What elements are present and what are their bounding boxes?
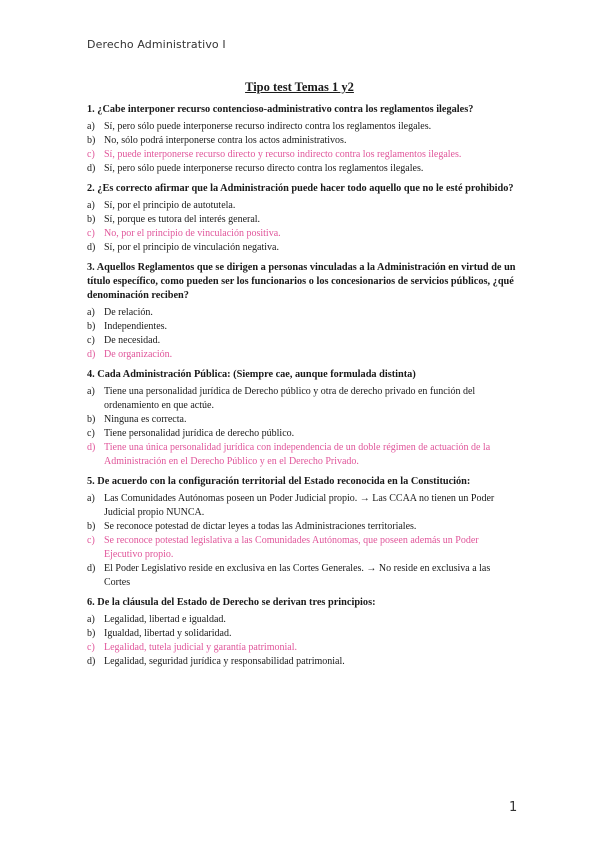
question-text: 2. ¿Es correcto afirmar que la Administración puede hacer todo aquello que no le esté prohibido? (87, 183, 514, 194)
answer-option (87, 385, 517, 413)
option-letter: b) (87, 135, 96, 146)
option-letter: b) (87, 628, 96, 639)
question-4 (87, 368, 517, 469)
question-1 (87, 103, 517, 176)
option-text: Sí, por el principio de autotutela. (104, 200, 236, 211)
option-letter: d) (87, 349, 96, 360)
option-letter: d) (87, 242, 96, 253)
option-text: Igualdad, libertad y solidaridad. (104, 628, 232, 639)
answer-option (87, 306, 517, 320)
option-text: Sí, pero sólo puede interponerse recurso directo contra los reglamentos ilegales. (104, 163, 424, 174)
answer-option (87, 655, 517, 669)
option-text: Legalidad, libertad e igualdad. (104, 614, 226, 625)
correct-answer-option (87, 227, 517, 241)
answer-option (87, 413, 517, 427)
question-text: 1. ¿Cabe interponer recurso contencioso-administrativo contra los reglamentos ilegales? (87, 104, 474, 115)
option-text: Ninguna es correcta. (104, 414, 187, 425)
option-text: No, sólo podrá interponerse contra los actos administrativos. (104, 135, 347, 146)
option-text: Sí, puede interponerse recurso directo y recurso indirecto contra los reglamentos ilegales. (104, 149, 462, 160)
option-letter: c) (87, 335, 95, 346)
answer-option (87, 334, 517, 348)
answer-option (87, 562, 517, 590)
option-letter: a) (87, 121, 95, 132)
option-letter: b) (87, 521, 96, 532)
answer-option (87, 492, 517, 520)
option-text: Tiene personalidad jurídica de derecho público. (104, 428, 295, 439)
option-text: Se reconoce potestad de dictar leyes a todas las Administraciones territoriales. (104, 521, 417, 532)
option-letter: d) (87, 656, 96, 667)
option-letter: a) (87, 493, 95, 504)
option-letter: c) (87, 228, 95, 239)
option-letter: d) (87, 442, 96, 453)
question-text: 3. Aquellos Reglamentos que se dirigen a personas vinculadas a la Administración en virtud de un título específico, como pueden ser los funcionarios o los concesionarios de servicios públicos, ¿qué denominación reciben? (87, 262, 516, 301)
correct-answer-option (87, 441, 517, 469)
option-letter: d) (87, 563, 96, 574)
option-letter: c) (87, 149, 95, 160)
answer-option (87, 120, 517, 134)
correct-answer-option (87, 534, 517, 562)
option-text: No, por el principio de vinculación positiva. (104, 228, 281, 239)
page-title: Tipo test Temas 1 y2 (245, 80, 354, 94)
option-text: Sí, por el principio de vinculación negativa. (104, 242, 279, 253)
option-text: De organización. (104, 349, 173, 360)
option-text: De necesidad. (104, 335, 161, 346)
question-6 (87, 596, 517, 669)
answer-option (87, 199, 517, 213)
correct-answer-option (87, 348, 517, 362)
question-2 (87, 182, 517, 255)
answer-option (87, 613, 517, 627)
option-text: Tiene una única personalidad jurídica con independencia de un doble régimen de actuación de la Administración en el Derecho Público y en el Derecho Privado. (104, 442, 491, 467)
question-text: 5. De acuerdo con la configuración territorial del Estado reconocida en la Constitución: (87, 476, 471, 487)
option-text: Sí, porque es tutora del interés general. (104, 214, 261, 225)
question-list (87, 103, 517, 675)
option-text: Sí, pero sólo puede interponerse recurso indirecto contra los reglamentos ilegales. (104, 121, 432, 132)
question-text: 6. De la cláusula del Estado de Derecho se derivan tres principios: (87, 597, 376, 608)
option-letter: b) (87, 414, 96, 425)
correct-answer-option (87, 641, 517, 655)
option-letter: c) (87, 642, 95, 653)
question-5 (87, 475, 517, 590)
option-letter: a) (87, 614, 95, 625)
option-text: El Poder Legislativo reside en exclusiva en las Cortes Generales. → No reside en exclusiva a las Cortes (104, 563, 491, 588)
option-letter: d) (87, 163, 96, 174)
correct-answer-option (87, 148, 517, 162)
answer-option (87, 134, 517, 148)
option-text: Legalidad, tutela judicial y garantía patrimonial. (104, 642, 297, 653)
option-letter: a) (87, 307, 95, 318)
answer-option (87, 162, 517, 176)
document-header: Derecho Administrativo I (87, 38, 226, 51)
option-text: Independientes. (104, 321, 168, 332)
answer-option (87, 320, 517, 334)
option-text: Se reconoce potestad legislativa a las Comunidades Autónomas, que poseen además un Poder Ejecutivo propio. (104, 535, 479, 560)
question-3 (87, 261, 517, 362)
option-text: Las Comunidades Autónomas poseen un Poder Judicial propio. → Las CCAA no tienen un Poder Judicial propio NUNCA. (104, 493, 495, 518)
option-text: Tiene una personalidad jurídica de Derecho público y otra de derecho privado en función del ordenamiento en que actúe. (104, 386, 476, 411)
answer-option (87, 520, 517, 534)
answer-option (87, 427, 517, 441)
option-text: Legalidad, seguridad jurídica y responsabilidad patrimonial. (104, 656, 345, 667)
question-text: 4. Cada Administración Pública: (Siempre cae, aunque formulada distinta) (87, 369, 416, 380)
option-letter: a) (87, 386, 95, 397)
answer-option (87, 627, 517, 641)
option-letter: b) (87, 321, 96, 332)
option-letter: c) (87, 535, 95, 546)
option-text: De relación. (104, 307, 153, 318)
answer-option (87, 213, 517, 227)
option-letter: b) (87, 214, 96, 225)
answer-option (87, 241, 517, 255)
page-number: 1 (509, 800, 518, 815)
option-letter: c) (87, 428, 95, 439)
option-letter: a) (87, 200, 95, 211)
